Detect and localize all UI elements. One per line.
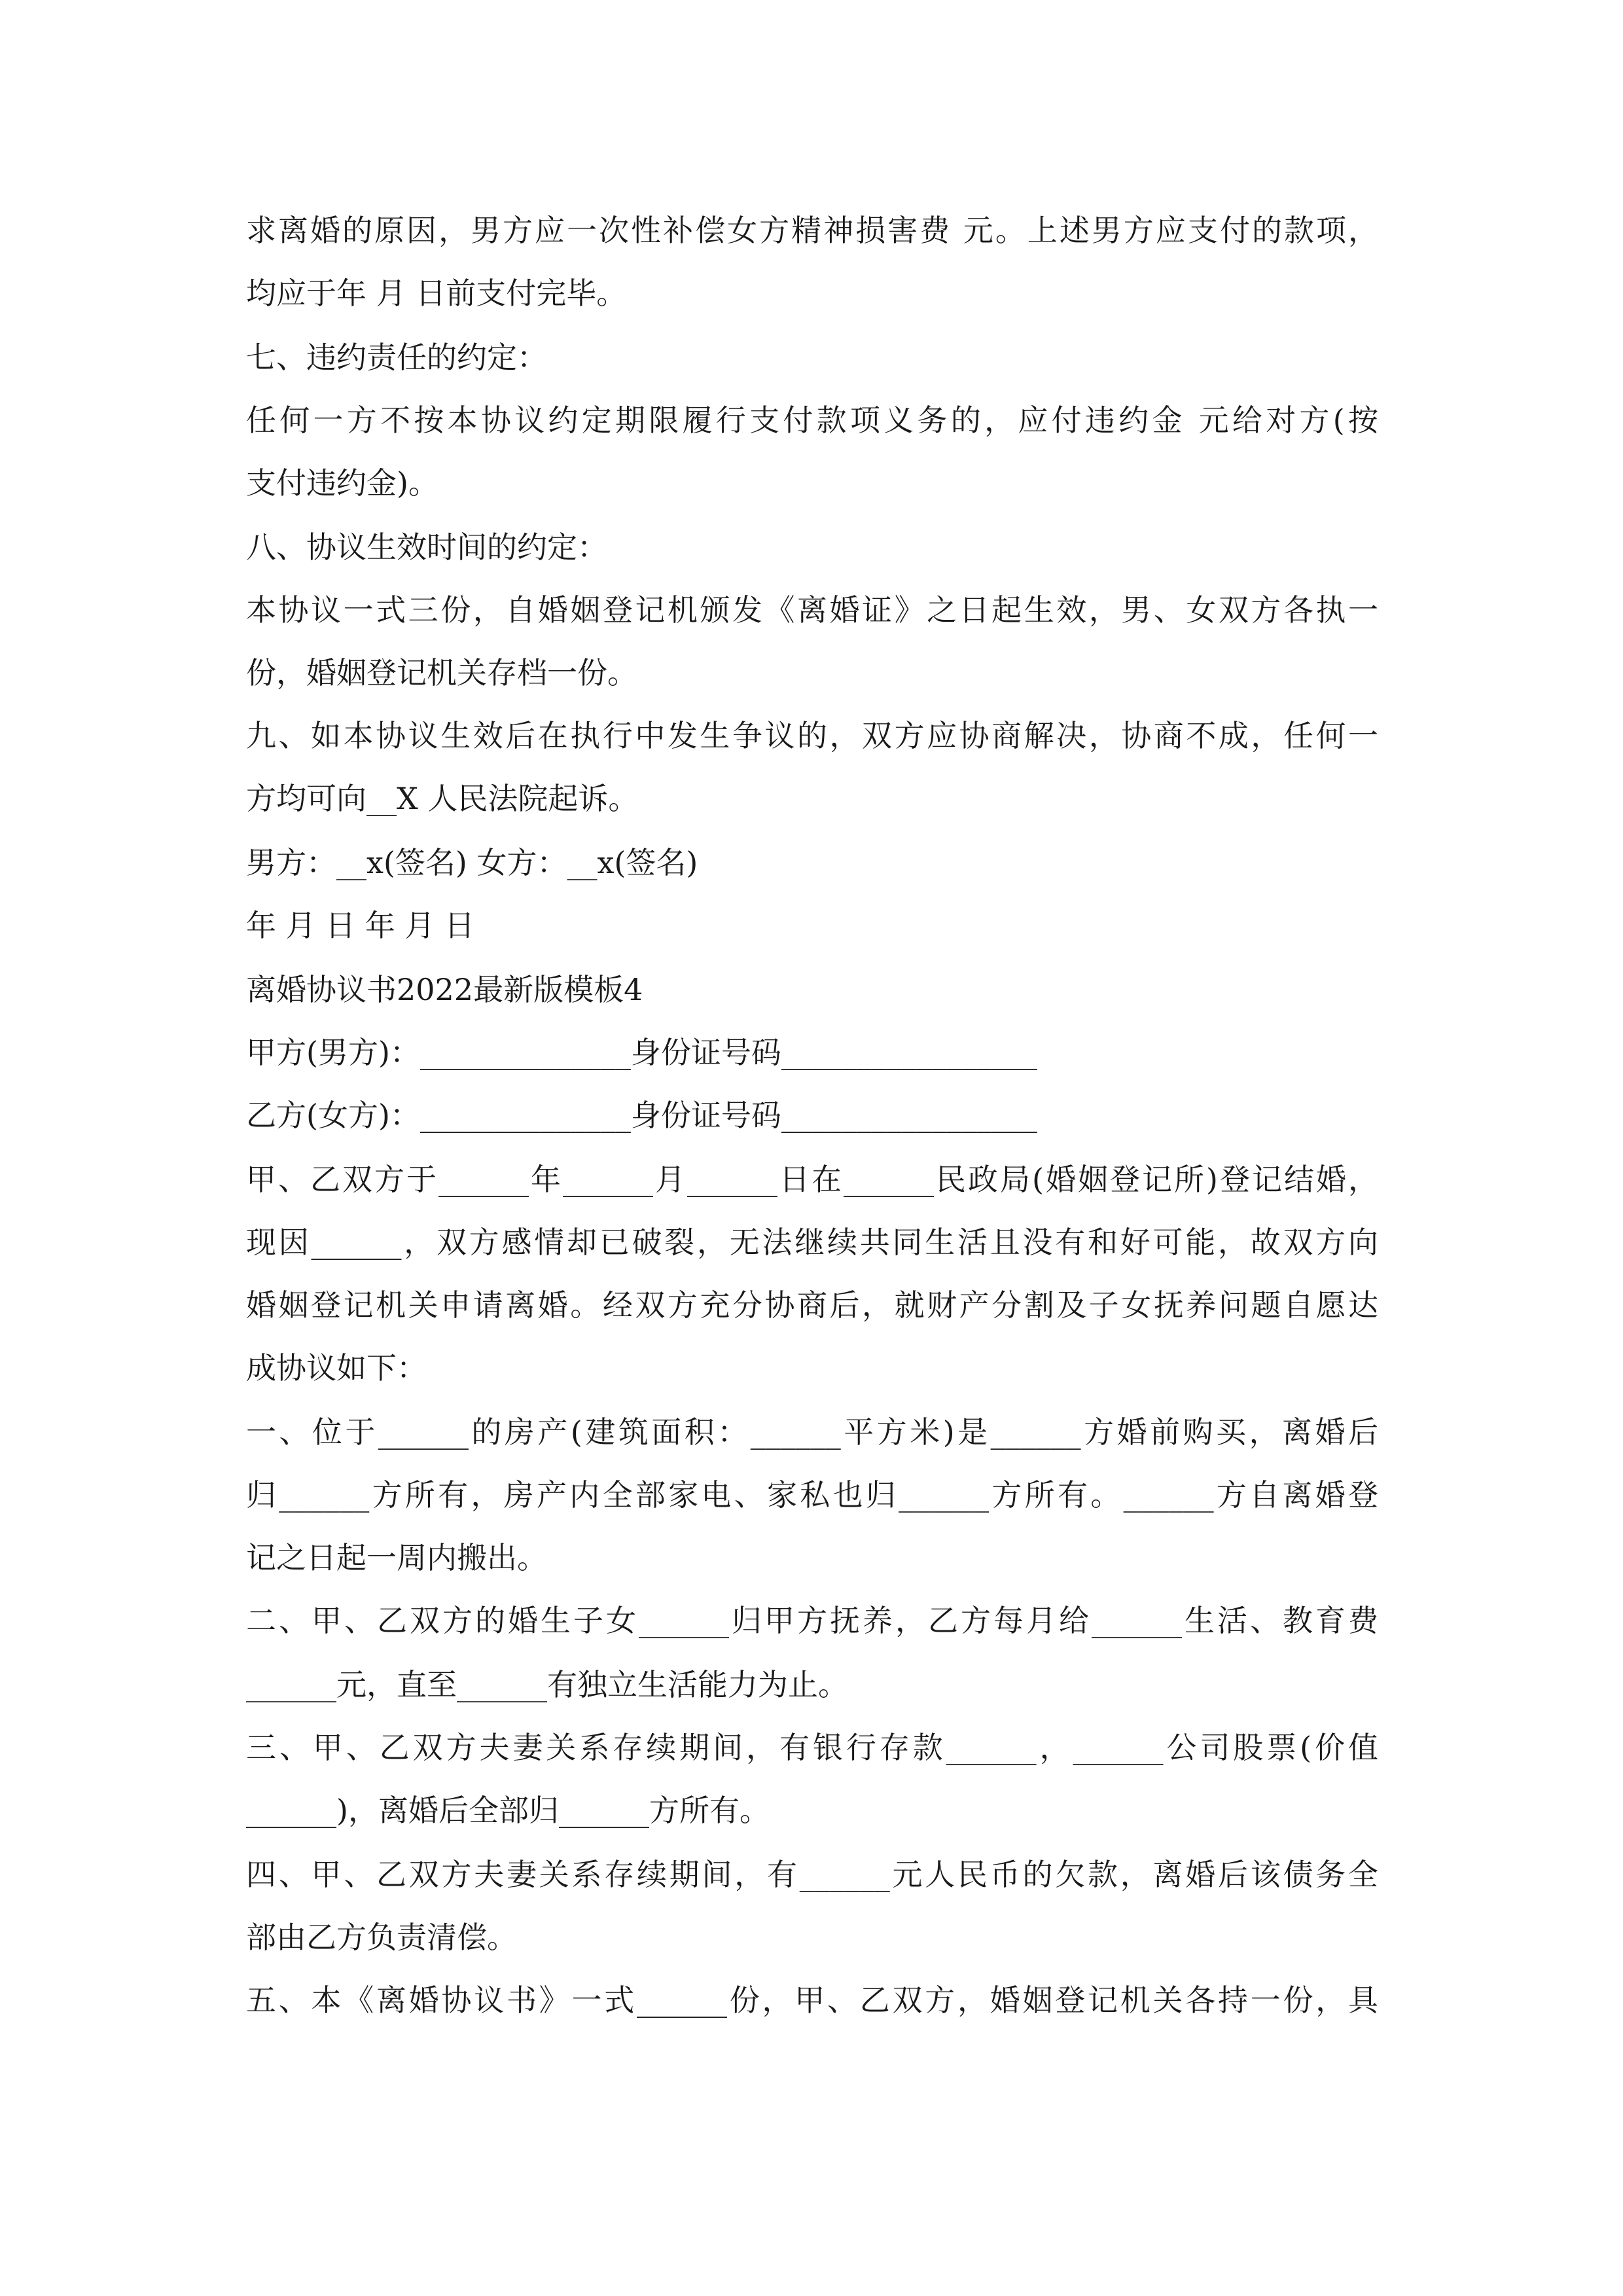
signature-line: 男方：__x(签名) 女方：__x(签名) xyxy=(246,845,698,880)
clause-2-line-2: ______元，直至______有独立生活能力为止。 xyxy=(246,1667,848,1702)
party-a-line: 甲方(男方)：______________身份证号码_________________ xyxy=(246,1035,1037,1070)
clause-1-line-2: 归______方所有，房产内全部家电、家私也归______方所有。______方自离婚登 xyxy=(246,1477,1378,1513)
clause-2-line-1: 二、甲、乙双方的婚生子女______归甲方抚养，乙方每月给______生活、教育费 xyxy=(246,1603,1378,1638)
text-line-7: 本协议一式三份，自婚姻登记机颁发《离婚证》之日起生效，男、女双方各执一 xyxy=(246,592,1378,628)
date-line: 年 月 日 年 月 日 xyxy=(246,908,475,943)
section-heading-7: 七、违约责任的约定： xyxy=(246,340,547,375)
text-line-10: 方均可向__X 人民法院起诉。 xyxy=(246,781,639,816)
text-line-17: 现因______，双方感情却已破裂，无法继续共同生活且没有和好可能，故双方向 xyxy=(246,1225,1378,1260)
document-title: 离婚协议书2022最新版模板4 xyxy=(246,972,643,1007)
clause-4-line-2: 部由乙方负责清偿。 xyxy=(246,1920,517,1955)
text-line-9: 九、如本协议生效后在执行中发生争议的，双方应协商解决，协商不成，任何一 xyxy=(246,718,1378,753)
clause-3-line-1: 三、甲、乙双方夫妻关系存续期间，有银行存款______，______公司股票(价值 xyxy=(246,1730,1378,1765)
text-line-16: 甲、乙双方于______年______月______日在______民政局(婚姻登记所)登记结婚， xyxy=(246,1162,1378,1197)
text-line-8: 份，婚姻登记机关存档一份。 xyxy=(246,655,637,691)
clause-1-line-1: 一、位于______的房产(建筑面积：______平方米)是______方婚前购买，离婚后 xyxy=(246,1414,1378,1450)
text-line-19: 成协议如下： xyxy=(246,1350,427,1386)
text-line-1: 求离婚的原因，男方应一次性补偿女方精神损害费 元。上述男方应支付的款项， xyxy=(246,213,1378,248)
text-line-2: 均应于年 月 日前支付完毕。 xyxy=(246,276,627,311)
clause-5-line-1: 五、本《离婚协议书》一式______份，甲、乙双方，婚姻登记机关各持一份，具 xyxy=(246,1982,1378,2018)
section-heading-8: 八、协议生效时间的约定： xyxy=(246,529,607,565)
clause-3-line-2: ______)，离婚后全部归______方所有。 xyxy=(246,1793,770,1828)
clause-1-line-3: 记之日起一周内搬出。 xyxy=(246,1540,547,1575)
text-line-5: 支付违约金)。 xyxy=(246,465,438,501)
clause-4-line-1: 四、甲、乙双方夫妻关系存续期间，有______元人民币的欠款，离婚后该债务全 xyxy=(246,1857,1378,1892)
party-b-line: 乙方(女方)：______________身份证号码_________________ xyxy=(246,1098,1037,1133)
text-line-4: 任何一方不按本协议约定期限履行支付款项义务的，应付违约金 元给对方(按 xyxy=(246,403,1378,438)
text-line-18: 婚姻登记机关申请离婚。经双方充分协商后，就财产分割及子女抚养问题自愿达 xyxy=(246,1287,1378,1323)
